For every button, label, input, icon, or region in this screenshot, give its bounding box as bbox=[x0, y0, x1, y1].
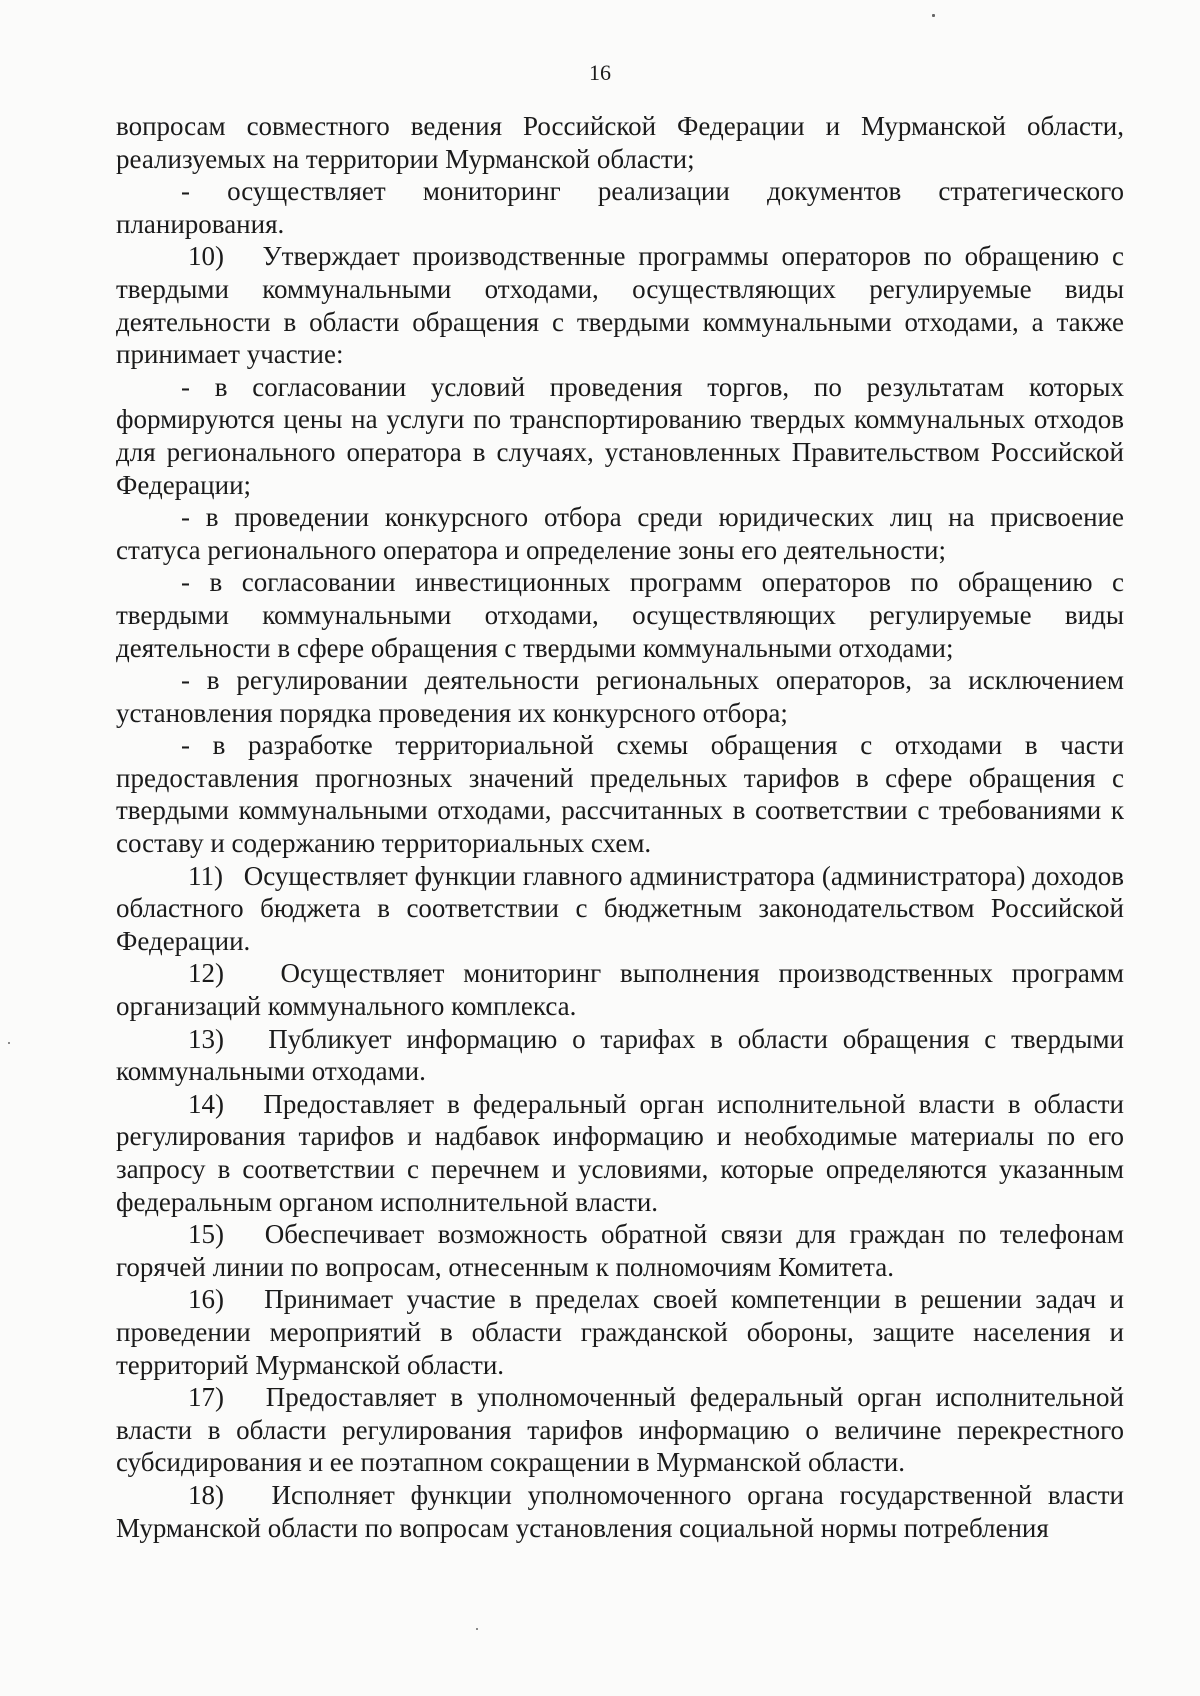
document-body bbox=[116, 110, 1124, 1544]
paragraph-continuation: вопросам совместного ведения Российской Федерации и Мурманской области, реализуемых на территории Мурманской области; bbox=[116, 111, 1124, 174]
paragraph-bullet: - осуществляет мониторинг реализации документов стратегического планирования. bbox=[116, 176, 1124, 239]
paragraph-bullet: - в регулировании деятельности региональных операторов, за исключением установления порядка проведения их конкурсного отбора; bbox=[116, 665, 1124, 728]
paragraph-item-17: 17) Предоставляет в уполномоченный федеральный орган исполнительной власти в области регулирования тарифов информацию о величине перекрестного субсидирования и ее поэтапном сокращении в Мурманской области. bbox=[116, 1382, 1124, 1478]
paragraph-bullet: - в согласовании инвестиционных программ операторов по обращению с твердыми коммунальными отходами, осуществляющих регулируемые виды деятельности в сфере обращения с твердыми коммунальными отходами; bbox=[116, 567, 1124, 663]
paragraph-item-16: 16) Принимает участие в пределах своей компетенции в решении задач и проведении мероприятий в области гражданской обороны, защите населения и территорий Мурманской области. bbox=[116, 1284, 1124, 1380]
scan-speck bbox=[932, 14, 935, 17]
scan-speck bbox=[8, 1042, 10, 1044]
scan-speck bbox=[476, 1628, 478, 1630]
paragraph-bullet: - в проведении конкурсного отбора среди юридических лиц на присвоение статуса регионального оператора и определение зоны его деятельности; bbox=[116, 502, 1124, 565]
paragraph-item-12: 12) Осуществляет мониторинг выполнения производственных программ организаций коммунального комплекса. bbox=[116, 958, 1124, 1022]
paragraph-item-10: 10) Утверждает производственные программы операторов по обращению с твердыми коммунальными отходами, осуществляющих регулируемые виды деятельности в области обращения с твердыми коммунальными отходами, а также принимает участие: bbox=[116, 241, 1124, 370]
paragraph-bullet: - в разработке территориальной схемы обращения с отходами в части предоставления прогнозных значений предельных тарифов в сфере обращения с твердыми коммунальными отходами, рассчитанных в соответствии с требованиями к составу и содержанию территориальных схем. bbox=[116, 730, 1124, 859]
paragraph-item-11: 11) Осуществляет функции главного администратора (администратора) доходов областного бюджета в соответствии с бюджетным законодательством Российской Федерации. bbox=[116, 860, 1124, 956]
page-number: 16 bbox=[589, 60, 611, 85]
paragraph-item-18: 18) Исполняет функции уполномоченного органа государственной власти Мурманской области по вопросам установления социальной нормы потребления bbox=[116, 1479, 1124, 1543]
paragraph-item-13: 13) Публикует информацию о тарифах в области обращения с твердыми коммунальными отходами. bbox=[116, 1023, 1124, 1087]
paragraph-item-14: 14) Предоставляет в федеральный орган исполнительной власти в области регулирования тарифов и надбавок информацию и необходимые материалы по его запросу в соответствии с перечнем и условиями, которые определяются указанным федеральным органом исполнительной власти. bbox=[116, 1088, 1124, 1217]
paragraph-bullet: - в согласовании условий проведения торгов, по результатам которых формируются цены на услуги по транспортированию твердых коммунальных отходов для регионального оператора в случаях, установленных Правительством Российской Федерации; bbox=[116, 371, 1124, 500]
paragraph-item-15: 15) Обеспечивает возможность обратной связи для граждан по телефонам горячей линии по вопросам, отнесенным к полномочиям Комитета. bbox=[116, 1219, 1124, 1282]
